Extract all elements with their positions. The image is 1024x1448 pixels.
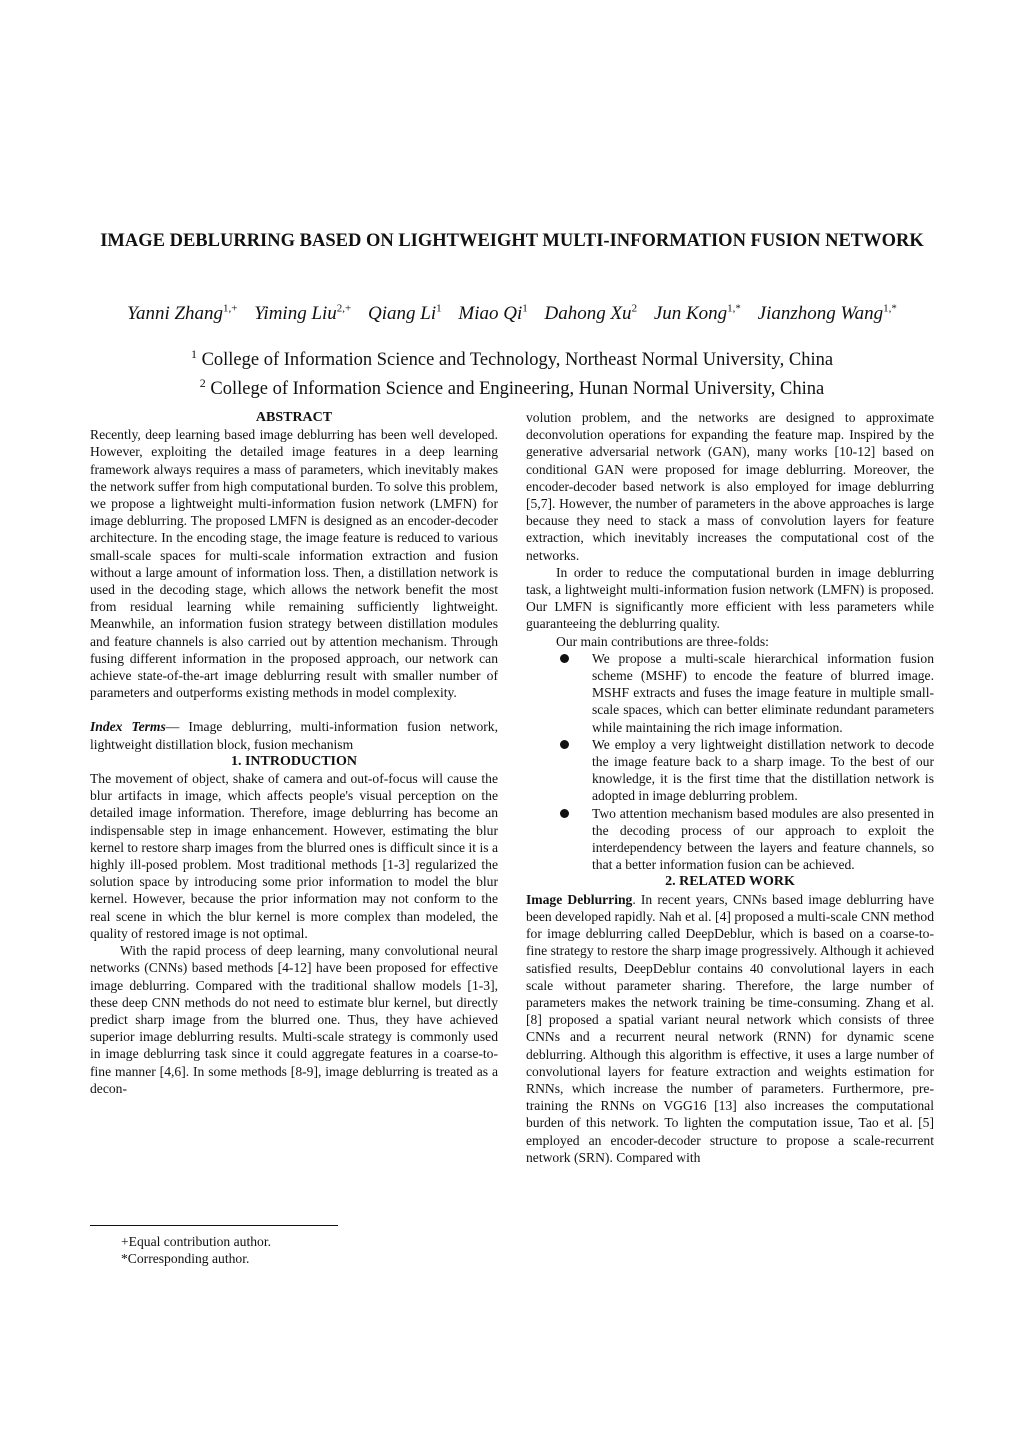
affiliation-text: College of Information Science and Technology, Northeast Normal University, China xyxy=(201,350,834,371)
footnote: *Corresponding author. xyxy=(121,1251,250,1267)
author-sup: 1,+ xyxy=(223,303,238,315)
intro-paragraph: With the rapid process of deep learning, many convolutional neural networks (CNNs) based methods [4-12] have been proposed for effective image deblurring. Compared with the traditional shallow models [1-3], these deep CNN methods do not need to estimate blur kernel, but directly predict sharp image from the blurred one. Thus, they have achieved superior image deblurring results. Multi-scale strategy is commonly used in image deblurring task since it could aggregate features in a coarse-to-fine manner [4,6]. In some methods [8-9], image deblurring is treated as a decon- xyxy=(90,943,498,1096)
footnote-divider xyxy=(90,1225,338,1226)
affiliation xyxy=(60,372,964,401)
contribution-text: Two attention mechanism based modules are also presented in the decoding process of our approach to exploit the interdependency between the layers and feature channels, so that a better information fusion can be achieved. xyxy=(592,805,934,873)
affiliations xyxy=(60,343,964,401)
author-sup: 1,* xyxy=(727,303,741,315)
bullet-icon xyxy=(560,654,569,663)
index-terms-dash: — xyxy=(165,719,180,735)
abstract-text: Recently, deep learning based image deblurring has been well developed. However, exploiting the detailed image features in a deep learning framework always requires a mass of parameters, which inevitably makes the network suffer from high computational burden. To solve this problem, we propose a lightweight multi-information fusion network (LMFN) for image deblurring. The proposed LMFN is designed as an encoder-decoder architecture. In the encoding stage, the image feature is reduced to various small-scale spaces for multi-scale information extraction and fusion without a large amount of information loss. Then, a distillation network is used in the decoding stage, which allows the network benefit the most from residual learning while remaining sufficiently lightweight. Meanwhile, an information fusion strategy between distillation modules and feature channels is also carried out by attention mechanism. Through fusing different information in the proposed approach, our network can achieve state-of-the-art image deblurring result with smaller number of parameters and outperforms existing methods in model complexity. xyxy=(90,427,498,701)
index-terms xyxy=(90,718,498,752)
list-item xyxy=(526,736,934,805)
author-name: Dahong Xu xyxy=(544,303,632,325)
contribution-list xyxy=(526,650,934,874)
author-name: Qiang Li xyxy=(368,303,437,325)
author xyxy=(458,303,527,324)
affiliation-text: College of Information Science and Engineering, Hunan Normal University, China xyxy=(210,379,825,400)
footnote: +Equal contribution author. xyxy=(121,1234,271,1249)
left-column xyxy=(90,409,498,1097)
contribution-text: We employ a very lightweight distillation network to decode the image feature back to a sharp image. To the best of our knowledge, it is the first time that the distillation network is adopted in image deblurring problem. xyxy=(592,736,934,804)
footnotes xyxy=(121,1233,271,1267)
related-work-paragraph xyxy=(526,891,934,1166)
author xyxy=(127,303,237,324)
index-terms-label: Index Terms xyxy=(90,719,166,735)
intro-paragraph: The movement of object, shake of camera and out-of-focus will cause the blur artifacts in image, which affects people's visual perception on the detailed image information. Therefore, image deblurring has become an indispensable step in image enhancement. However, estimating the blur kernel to restore sharp images from the blurred ones is difficult since it is a highly ill-posed problem. Most traditional methods [1-3] regularized the solution space by introducing some prior information to model the blur kernel. However, because the prior information may not conform to the real scene in which the blur kernel is more complex than modeled, the quality of restored image is not optimal. xyxy=(90,771,498,941)
abstract-heading: ABSTRACT xyxy=(255,410,333,425)
author-sup: 1 xyxy=(436,303,442,315)
author-sup: 2 xyxy=(631,303,638,315)
right-column xyxy=(526,409,934,1166)
author-name: Yanni Zhang xyxy=(127,303,224,325)
bullet-icon xyxy=(560,740,569,749)
author-name: Jianzhong Wang xyxy=(757,303,884,325)
paper-title: IMAGE DEBLURRING BASED ON LIGHTWEIGHT MULTI-INFORMATION FUSION NETWORK xyxy=(100,231,924,251)
contribution-text: We propose a multi-scale hierarchical information fusion scheme (MSHF) to encode the feature of blurred image. MSHF extracts and fuses the image feature in multiple small-scale spaces, which can better eliminate redundant parameters while maintaining the rich image information. xyxy=(592,650,934,735)
author xyxy=(254,303,351,324)
author-sup: 2,+ xyxy=(336,303,352,315)
author xyxy=(758,303,897,324)
author-sup: 1,* xyxy=(883,303,897,315)
related-work-lead: Image Deblurring xyxy=(526,891,633,907)
author-name: Jun Kong xyxy=(653,303,728,325)
list-item xyxy=(526,805,934,874)
related-work-text: . In recent years, CNNs based image deblurring have been developed rapidly. Nah et al. [4] proposed a multi-scale CNN method for image deblurring called DeepDeblur, which is based on a coarse-to-fine strategy to restore the sharp image progressively. Although it achieved satisfied results, DeepDeblur contains 40 convolutional layers in each scale without parameter sharing. Therefore, the large number of parameters makes the network training be time-consuming. Zhang et al. [8] proposed a spatial variant neural network which consists of three CNNs and a recurrent neural network (RNN) for dynamic scene deblurring. Although this algorithm is effective, it uses a large number of convolutional layers for feature extraction and weights estimation for RNNs, which increase the number of parameters. Furthermore, pre-training the RNNs on VGG16 [13] also increases the computational burden of this network. To lighten the computation issue, Tao et al. [5] employed an encoder-decoder structure to propose a scale-recurrent network (SRN). Compared with xyxy=(526,891,934,1165)
author-sup: 1 xyxy=(522,303,528,315)
introduction-heading: 1. INTRODUCTION xyxy=(230,753,357,769)
author xyxy=(368,303,442,324)
author xyxy=(544,303,637,324)
index-terms-text: Image deblurring, multi-information fusion network, lightweight distillation block, fusion mechanism xyxy=(90,719,498,752)
author-name: Yiming Liu xyxy=(254,303,337,325)
related-work-heading: 2. RELATED WORK xyxy=(665,874,795,890)
author-list xyxy=(60,296,964,327)
author xyxy=(654,303,741,324)
list-item xyxy=(526,650,934,736)
intro-paragraph: Our main contributions are three-folds: xyxy=(556,633,769,649)
bullet-icon xyxy=(560,809,569,818)
affiliation xyxy=(60,343,964,372)
affiliation-number: 1 xyxy=(190,347,197,361)
affiliation-number: 2 xyxy=(199,376,206,391)
author-name: Miao Qi xyxy=(458,303,523,325)
intro-paragraph: volution problem, and the networks are designed to approximate deconvolution operations for expanding the feature map. Inspired by the generative adversarial network (GAN), many works [10-12] based on conditional GAN were proposed for image deblurring. Moreover, the encoder-decoder based network is also employed for image deblurring [5,7]. However, the number of parameters in the above approaches is large because they need to stack a mass of convolution layers for feature extraction, which inevitably increases the computational cost of the networks. xyxy=(526,410,934,563)
intro-paragraph: In order to reduce the computational burden in image deblurring task, a lightweight multi-information fusion network (LMFN) is proposed. Our LMFN is significantly more efficient with less parameters while guaranteeing the deblurring quality. xyxy=(526,564,934,632)
